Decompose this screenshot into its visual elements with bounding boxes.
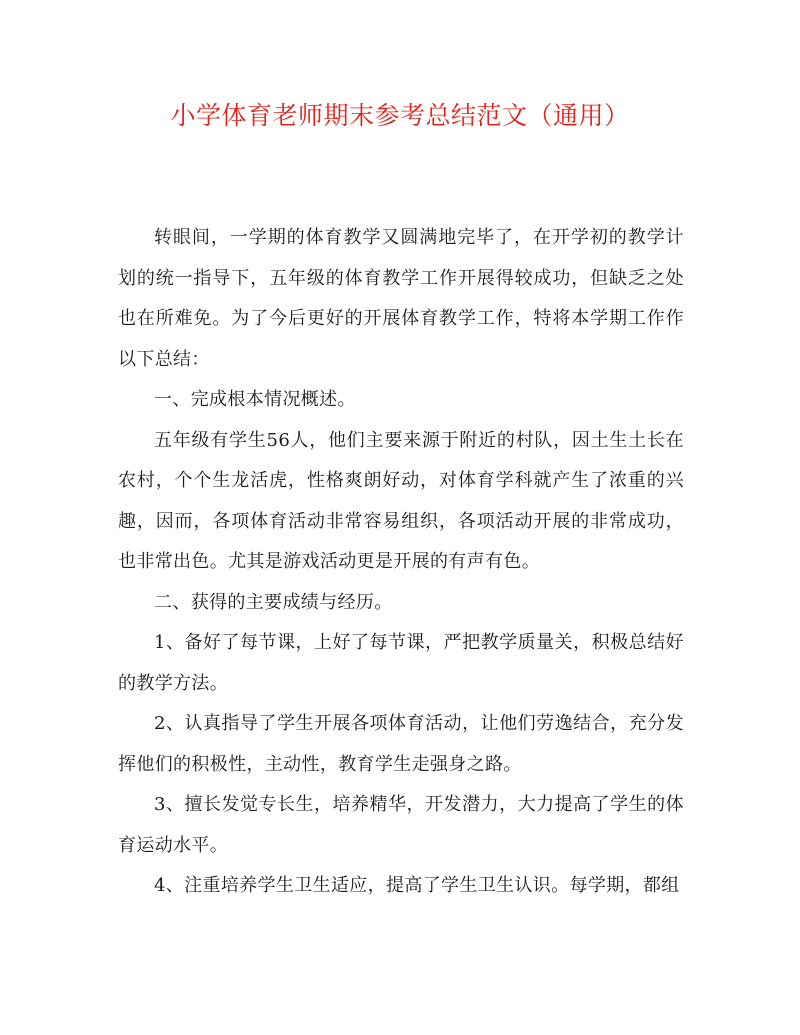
document-body <box>118 218 684 907</box>
section-heading-achievements: 二、获得的主要成绩与经历。 <box>154 591 393 613</box>
list-item-3: 3、擅长发觉专长生，培养精华，开发潜力，大力提高了学生的体育运动水平。 <box>118 794 684 856</box>
list-item-2: 2、认真指导了学生开展各项体育活动，让他们劳逸结合，充分发挥他们的积极性，主动性，教育学生走强身之路。 <box>118 713 684 775</box>
list-item-4: 4、注重培养学生卫生适应，提高了学生卫生认识。每学期，都组 <box>154 875 680 896</box>
section-heading-overview: 一、完成根本情况概述。 <box>154 389 356 410</box>
paragraph-intro: 转眼间，一学期的体育教学又圆满地完毕了，在开学初的教学计划的统一指导下，五年级的体育教学工作开展得较成功，但缺乏之处也在所难免。为了今后更好的开展体育教学工作，特将本学期工作作以下总结： <box>118 227 684 370</box>
list-item-1: 1、备好了每节课，上好了每节课，严把教学质量关，积极总结好的教学方法。 <box>118 632 684 694</box>
page-title: 小学体育老师期末参考总结范文（通用） <box>170 101 630 130</box>
paragraph-students: 五年级有学生56人，他们主要来源于附近的村队，因土生土长在农村，个个生龙活虎，性格爽朗好动，对体育学科就产生了浓重的兴趣，因而，各项体育活动非常容易组织，各项活动开展的非常成功，也非常出色。尤其是游戏活动更是开展的有声有色。 <box>118 429 684 572</box>
